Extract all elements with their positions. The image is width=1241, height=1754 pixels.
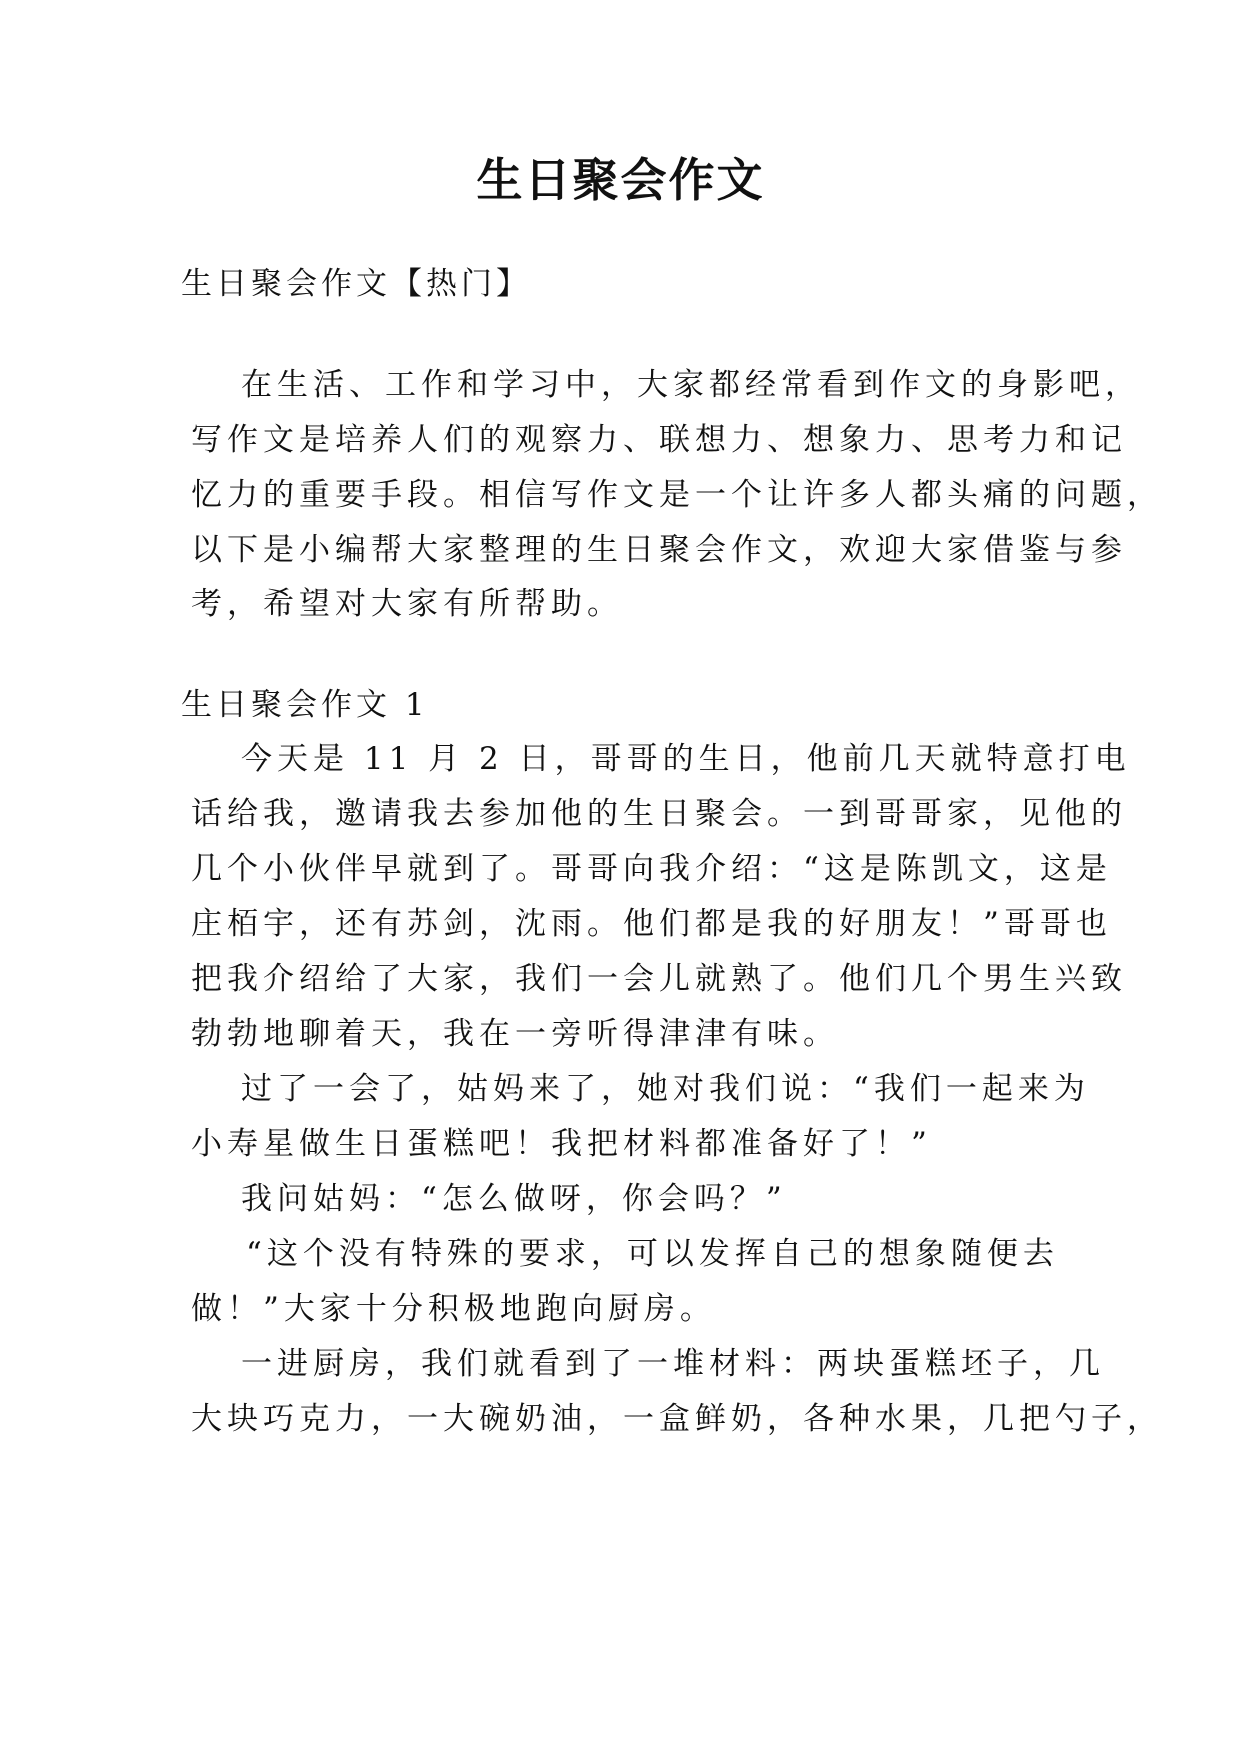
body-line: 几个小伙伴早就到了。哥哥向我介绍：“这是陈凯文，这是 <box>191 851 1112 887</box>
document-title: 生日聚会作文 <box>476 153 765 207</box>
intro-line: 考，希望对大家有所帮助。 <box>191 586 623 622</box>
body-line: 过了一会了，姑妈来了，她对我们说：“我们一起来为 <box>241 1071 1090 1107</box>
body-line: 一进厨房，我们就看到了一堆材料：两块蛋糕坯子，几 <box>241 1346 1105 1382</box>
body-line: 小寿星做生日蛋糕吧！我把材料都准备好了！” <box>191 1126 932 1162</box>
body-line: “这个没有特殊的要求，可以发挥自己的想象随便去 <box>246 1236 1059 1272</box>
intro-line: 在生活、工作和学习中，大家都经常看到作文的身影吧， <box>241 367 1141 403</box>
body-line: 把我介绍给了大家，我们一会儿就熟了。他们几个男生兴致 <box>191 961 1127 997</box>
body-line: 勃勃地聊着天，我在一旁听得津津有味。 <box>191 1016 839 1052</box>
body-line: 话给我，邀请我去参加他的生日聚会。一到哥哥家，见他的 <box>191 796 1127 832</box>
body-line: 庄栢宇，还有苏剑，沈雨。他们都是我的好朋友！”哥哥也 <box>191 906 1112 942</box>
body-line: 今天是 11 月 2 日，哥哥的生日，他前几天就特意打电 <box>241 741 1131 777</box>
body-line: 大块巧克力，一大碗奶油，一盒鲜奶，各种水果，几把勺子， <box>191 1401 1163 1437</box>
intro-line: 忆力的重要手段。相信写作文是一个让许多人都头痛的问题， <box>191 477 1163 513</box>
article-subtitle: 生日聚会作文【热门】 <box>181 266 531 302</box>
section-heading: 生日聚会作文 1 <box>181 687 429 723</box>
intro-line: 写作文是培养人们的观察力、联想力、想象力、思考力和记 <box>191 422 1127 458</box>
body-line: 做！”大家十分积极地跑向厨房。 <box>191 1291 716 1327</box>
intro-line: 以下是小编帮大家整理的生日聚会作文，欢迎大家借鉴与参 <box>191 532 1127 568</box>
body-line: 我问姑妈：“怎么做呀，你会吗？” <box>241 1181 787 1217</box>
